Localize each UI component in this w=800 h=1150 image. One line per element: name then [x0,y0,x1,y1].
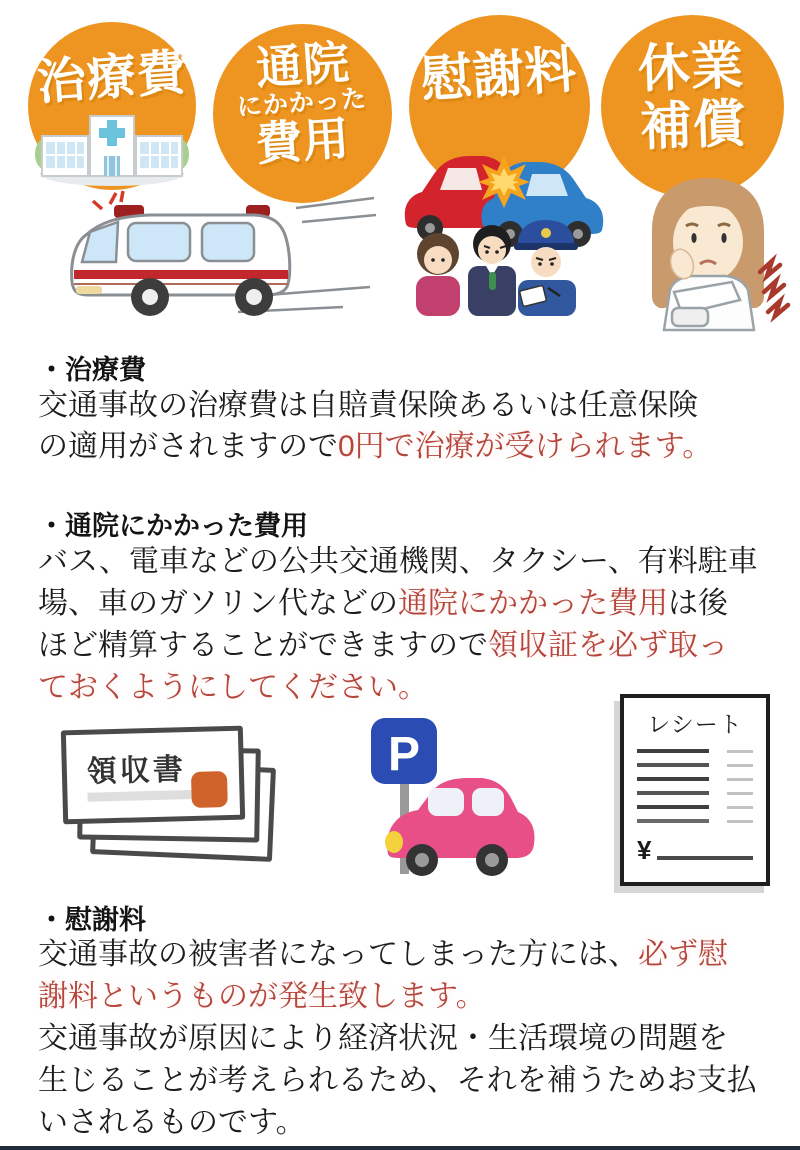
ambulance-icon [58,190,378,330]
badge-treatment-cost-label: 治療費 [35,45,189,111]
red-emphasis: ておくようにしてください。 [38,671,428,704]
receipts-stack-icon [62,728,312,893]
receipt-row [637,791,753,795]
receipt-paper-title: レシート [647,711,743,737]
yen-symbol: ¥ [637,835,652,865]
receipt-card-line [87,790,205,802]
receipt-row [637,819,753,823]
red-emphasis: 必ず慰 [638,938,728,971]
badge-consolation-label: 慰謝料 [419,40,580,109]
car-accident-icon [400,138,608,316]
badge-outpatient-line3: 費用 [253,112,352,171]
badge-treatment-cost [28,22,196,190]
badge-outpatient-cost [213,24,392,203]
receipt-row [637,749,753,753]
receipt-stamp [191,771,228,808]
receipt-row [637,777,753,781]
red-emphasis: 0円で治療が受けられます。 [338,430,713,463]
paragraph-outpatient-cost: バス、電車などの公共交通機関、タクシー、有料駐車 場、車のガソリン代などの通院にかかった費用は後 ほど精算することができますので領収証を必ず取っ ておくようにしてください。 [38,545,758,704]
heading-outpatient-cost: ・通院にかかった費用 [38,511,308,541]
receipt-row [637,805,753,809]
receipt-paper-icon [620,694,770,886]
bottom-divider [0,1146,800,1150]
injured-woman-icon [622,172,794,332]
red-emphasis: 謝料というものが発生致します。 [38,980,486,1013]
badge-leave-compensation [601,15,784,198]
parking-car-icon [368,702,540,882]
badge-outpatient-line2: にかかった [236,84,369,122]
red-emphasis: 通院にかかった費用 [398,587,668,620]
heading-treatment-cost: ・治療費 [38,355,146,385]
paragraph-treatment-cost: 交通事故の治療費は自賠責保険あるいは任意保険 の適用がされますので0円で治療が受けられます。 [38,389,713,463]
badge-leave-label: 休業 補償 [637,37,748,158]
receipt-row [637,763,753,767]
receipt-card-front [61,726,245,825]
paragraph-consolation-money: 交通事故の被害者になってしまった方には、必ず慰 謝料というものが発生致します。 交通事故が原因により経済状況・生活環境の問題を 生じることが考えられるため、それを補うためお支払 いされるものです。 [38,938,757,1139]
badge-outpatient-line1: 通院 [253,35,352,95]
heading-consolation-money: ・慰謝料 [38,905,146,935]
receipt-card-label: 領収書 [86,753,187,789]
parking-letter: P [387,728,421,781]
receipt-total [637,837,753,863]
hospital-icon [34,110,190,188]
red-emphasis: 領収証を必ず取っ [488,629,728,662]
